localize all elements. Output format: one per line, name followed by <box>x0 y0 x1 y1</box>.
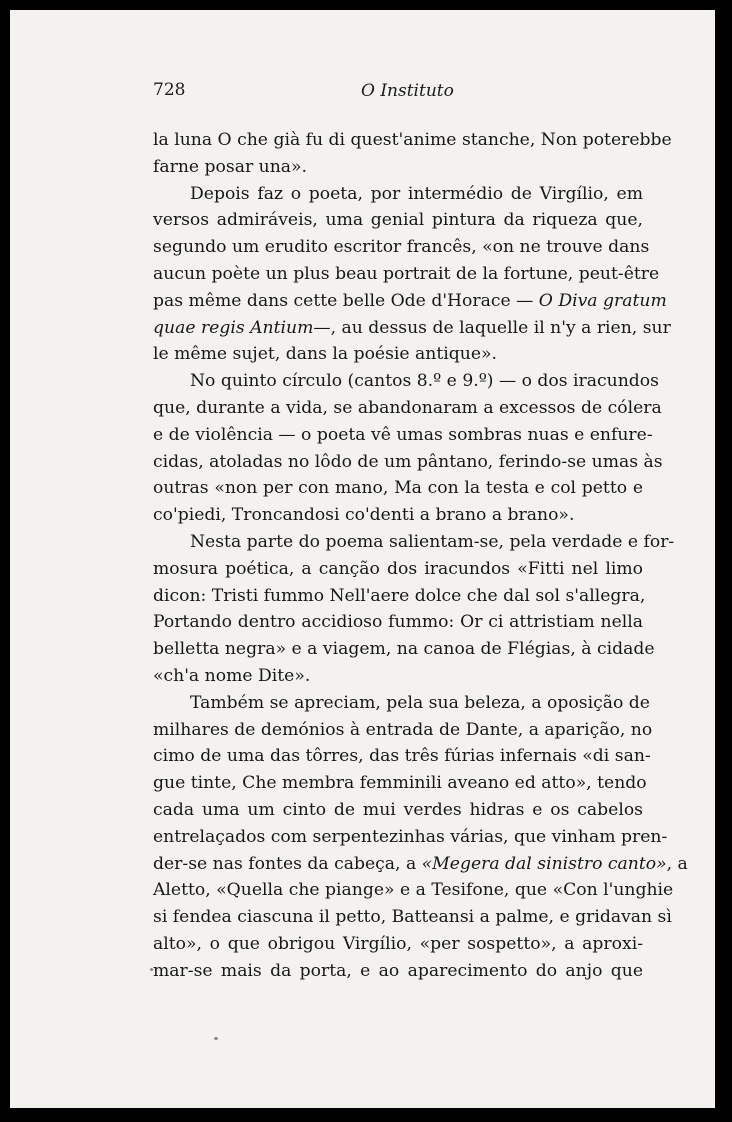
page-number: 728 <box>153 80 186 100</box>
text-line: outras «non per con mano, Ma con la testa e col petto e <box>153 478 643 499</box>
text-line: cada uma um cinto de mui verdes hidras e os cabelos <box>153 799 643 820</box>
text-line: entrelaçados com serpentezinhas várias, que vinham pren- <box>153 826 668 847</box>
paragraph <box>153 181 671 369</box>
latin-quote: quae regis Antium <box>153 317 314 338</box>
scan-speck <box>214 1037 218 1040</box>
text-line <box>153 288 667 315</box>
running-title: O Instituto <box>361 81 454 101</box>
text-line: «ch'a nome Dite». <box>153 665 311 686</box>
text-line: belletta negra» e a viagem, na canoa de Flégias, à cidade <box>153 639 655 660</box>
text-line: si fendea ciascuna il petto, Batteansi a palme, e gridavan sì <box>153 907 672 928</box>
text-line: mar-se mais da porta, e ao aparecimento do anjo que <box>153 960 643 981</box>
text-line <box>153 315 671 342</box>
page-header <box>153 80 643 104</box>
paragraph <box>153 690 688 985</box>
text-line: le même sujet, dans la poésie antique». <box>153 344 497 365</box>
latin-quote: O Diva gratum <box>538 290 667 311</box>
text-segment: —, au dessus de laquelle il n'y a rien, sur <box>313 317 671 338</box>
text-line: la luna O che già fu di quest'anime stanche, Non poterebbe <box>153 130 672 150</box>
text-line: farne posar una». <box>153 156 307 177</box>
text-line: versos admiráveis, uma genial pintura da riqueza que, <box>153 210 643 231</box>
text-line: Portando dentro accidioso fummo: Or ci attristiam nella <box>153 612 643 633</box>
text-line: co'piedi, Troncandosi co'denti a brano a brano». <box>153 505 575 526</box>
paragraph <box>153 368 663 529</box>
text-line: aucun poète un plus beau portrait de la fortune, peut-être <box>153 263 660 284</box>
text-line: Depois faz o poeta, por intermédio de Virgílio, em <box>190 183 643 204</box>
text-segment: pas même dans cette belle Ode d'Horace — <box>153 290 534 311</box>
text-line: cidas, atoladas no lôdo de um pântano, ferindo-se umas às <box>153 451 663 472</box>
text-line <box>153 851 688 878</box>
text-line: que, durante a vida, se abandonaram a excessos de cólera <box>153 397 662 418</box>
text-line: No quinto círculo (cantos 8.º e 9.º) — o dos iracundos <box>190 371 659 392</box>
paragraph <box>153 529 675 690</box>
text-line: mosura poética, a canção dos iracundos «Fitti nel limo <box>153 558 643 579</box>
text-line: Também se apreciam, pela sua beleza, a oposição de <box>190 692 650 713</box>
text-line: milhares de demónios à entrada de Dante, a aparição, no <box>153 719 653 740</box>
text-line: Nesta parte do poema salientam-se, pela verdade e for- <box>190 531 675 552</box>
text-segment: der-se nas fontes da cabeça, a <box>153 853 417 874</box>
scan-speck <box>150 968 153 971</box>
text-line: Aletto, «Quella che piange» e a Tesifone, que «Con l'unghie <box>153 880 674 901</box>
body-text <box>153 127 688 985</box>
text-line: gue tinte, Che membra femminili aveano ed atto», tendo <box>153 773 647 794</box>
text-line: cimo de uma das tôrres, das três fúrias infernais «di san- <box>153 746 651 767</box>
italian-quote: «Megera dal sinistro canto» <box>421 853 667 874</box>
paragraph <box>153 127 672 181</box>
text-segment: , a <box>666 853 688 874</box>
text-line: segundo um erudito escritor francês, «on ne trouve dans <box>153 237 650 258</box>
text-line: e de violência — o poeta vê umas sombras nuas e enfure- <box>153 424 653 445</box>
text-line: alto», o que obrigou Virgílio, «per sospetto», a aproxi- <box>153 933 643 954</box>
text-line: dicon: Tristi fummo Nell'aere dolce che dal sol s'allegra, <box>153 585 646 606</box>
